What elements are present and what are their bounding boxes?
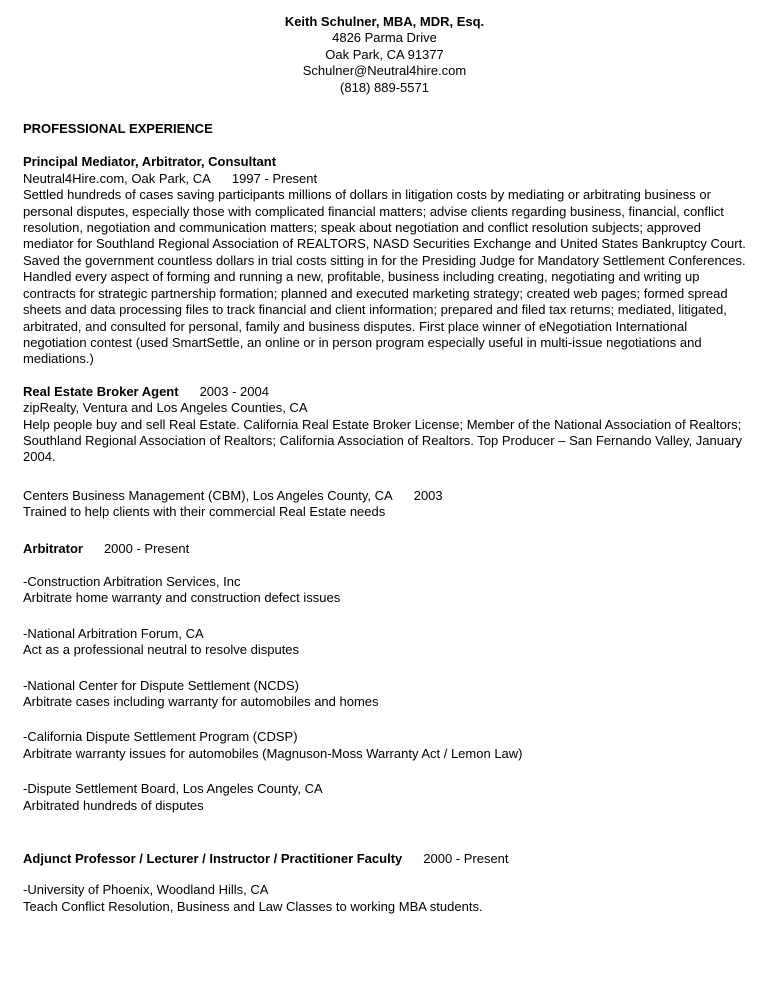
job-org: Neutral4Hire.com, Oak Park, CA xyxy=(23,170,211,186)
arbitrator-entry xyxy=(23,574,746,607)
entry-description: Arbitrate home warranty and construction defect issues xyxy=(23,590,341,606)
job-real-estate-broker xyxy=(23,384,746,466)
arbitrator-entry xyxy=(23,781,746,814)
entry-org: -Construction Arbitration Services, Inc xyxy=(23,573,241,589)
job-org-date-line xyxy=(23,171,746,187)
job-title: Real Estate Broker Agent xyxy=(23,383,179,399)
arbitrator-entries xyxy=(23,574,746,814)
arbitrator-entry xyxy=(23,626,746,659)
job-title: Arbitrator xyxy=(23,540,83,556)
job-principal-mediator xyxy=(23,154,746,367)
email-address: Schulner@Neutral4hire.com xyxy=(302,63,467,79)
job-description: Settled hundreds of cases saving participants millions of dollars in litigation costs by mediating or arbitrating business or personal disputes, especially those with complicated financial matters; advise clients regarding business, financial, conflict resolution, negotiation and communication matters; speak about negotiation and conflict resolution subjects; approved mediator for Southland Regional Association of REALTORS, NASD Securities Exchange and United States Bankruptcy Court. Saved the government countless dollars in trial costs sitting in for the Presiding Judge for Mandatory Settlement Conferences. Handled every aspect of forming and running a new, profitable, business including creating, negotiating and writing up contracts for strategic partnership formation; planned and executed marketing strategy; created web pages; formed spread sheets and data processing files to track financial and client information; prepared and filed tax returns; mediated, litigated, arbitrated, and consulted for personal, family and business disputes. First place winner of eNegotiation International negotiation contest (used SmartSettle, an online or in person program especially useful in multi-issue negotiations and mediations.) xyxy=(23,187,746,367)
job-title-date-line xyxy=(23,851,746,867)
contact-header xyxy=(23,14,746,96)
job-org: Centers Business Management (CBM), Los Angeles County, CA xyxy=(23,487,393,503)
job-arbitrator xyxy=(23,541,746,814)
entry-description: Arbitrate cases including warranty for automobiles and homes xyxy=(23,694,379,709)
job-title: Adjunct Professor / Lecturer / Instructor / Practitioner Faculty xyxy=(23,851,403,867)
job-dates: 2003 - 2004 xyxy=(199,383,269,399)
job-dates: 2000 - Present xyxy=(423,851,509,867)
job-org-date-line xyxy=(23,488,746,504)
address-line-1: 4826 Parma Drive xyxy=(332,30,437,46)
phone-number: (818) 889-5571 xyxy=(340,79,429,95)
address-line-2: Oak Park, CA 91377 xyxy=(325,46,444,62)
job-title-date-line xyxy=(23,541,746,557)
job-centers-business-management xyxy=(23,488,746,521)
section-heading-professional-experience: PROFESSIONAL EXPERIENCE xyxy=(23,121,213,137)
entry-org: -National Arbitration Forum, CA xyxy=(23,625,204,641)
entry-org: -University of Phoenix, Woodland Hills, CA xyxy=(23,882,269,898)
entry-description: Arbitrated hundreds of disputes xyxy=(23,797,204,813)
job-description: Trained to help clients with their commercial Real Estate needs xyxy=(23,504,386,520)
arbitrator-entry xyxy=(23,678,746,711)
entry-org: -Dispute Settlement Board, Los Angeles County, CA xyxy=(23,781,323,797)
job-adjunct-professor xyxy=(23,851,746,915)
entry-description: Teach Conflict Resolution, Business and Law Classes to working MBA students. xyxy=(23,898,483,914)
entry-description: Act as a professional neutral to resolve disputes xyxy=(23,642,300,658)
job-dates: 2003 xyxy=(413,487,443,503)
job-dates: 1997 - Present xyxy=(231,170,318,186)
job-org: zipRealty, Ventura and Los Angeles Counties, CA xyxy=(23,400,308,416)
job-title-date-line xyxy=(23,384,746,400)
entry-org: -California Dispute Settlement Program (CDSP) xyxy=(23,729,298,745)
person-name: Keith Schulner, MBA, MDR, Esq. xyxy=(284,14,485,29)
job-description: Help people buy and sell Real Estate. California Real Estate Broker License; Member of the National Association of Realtors; Southland Regional Association of Realtors; California Association of Realtors. Top Producer – San Fernando Valley, January 2004. xyxy=(23,416,743,465)
job-dates: 2000 - Present xyxy=(103,540,190,556)
adjunct-entry xyxy=(23,882,746,915)
entry-description: Arbitrate warranty issues for automobiles (Magnuson-Moss Warranty Act / Lemon Law) xyxy=(23,745,523,761)
adjunct-entries xyxy=(23,882,746,915)
job-title: Principal Mediator, Arbitrator, Consultant xyxy=(23,154,277,170)
arbitrator-entry xyxy=(23,729,746,762)
entry-org: -National Center for Dispute Settlement (NCDS) xyxy=(23,677,299,693)
